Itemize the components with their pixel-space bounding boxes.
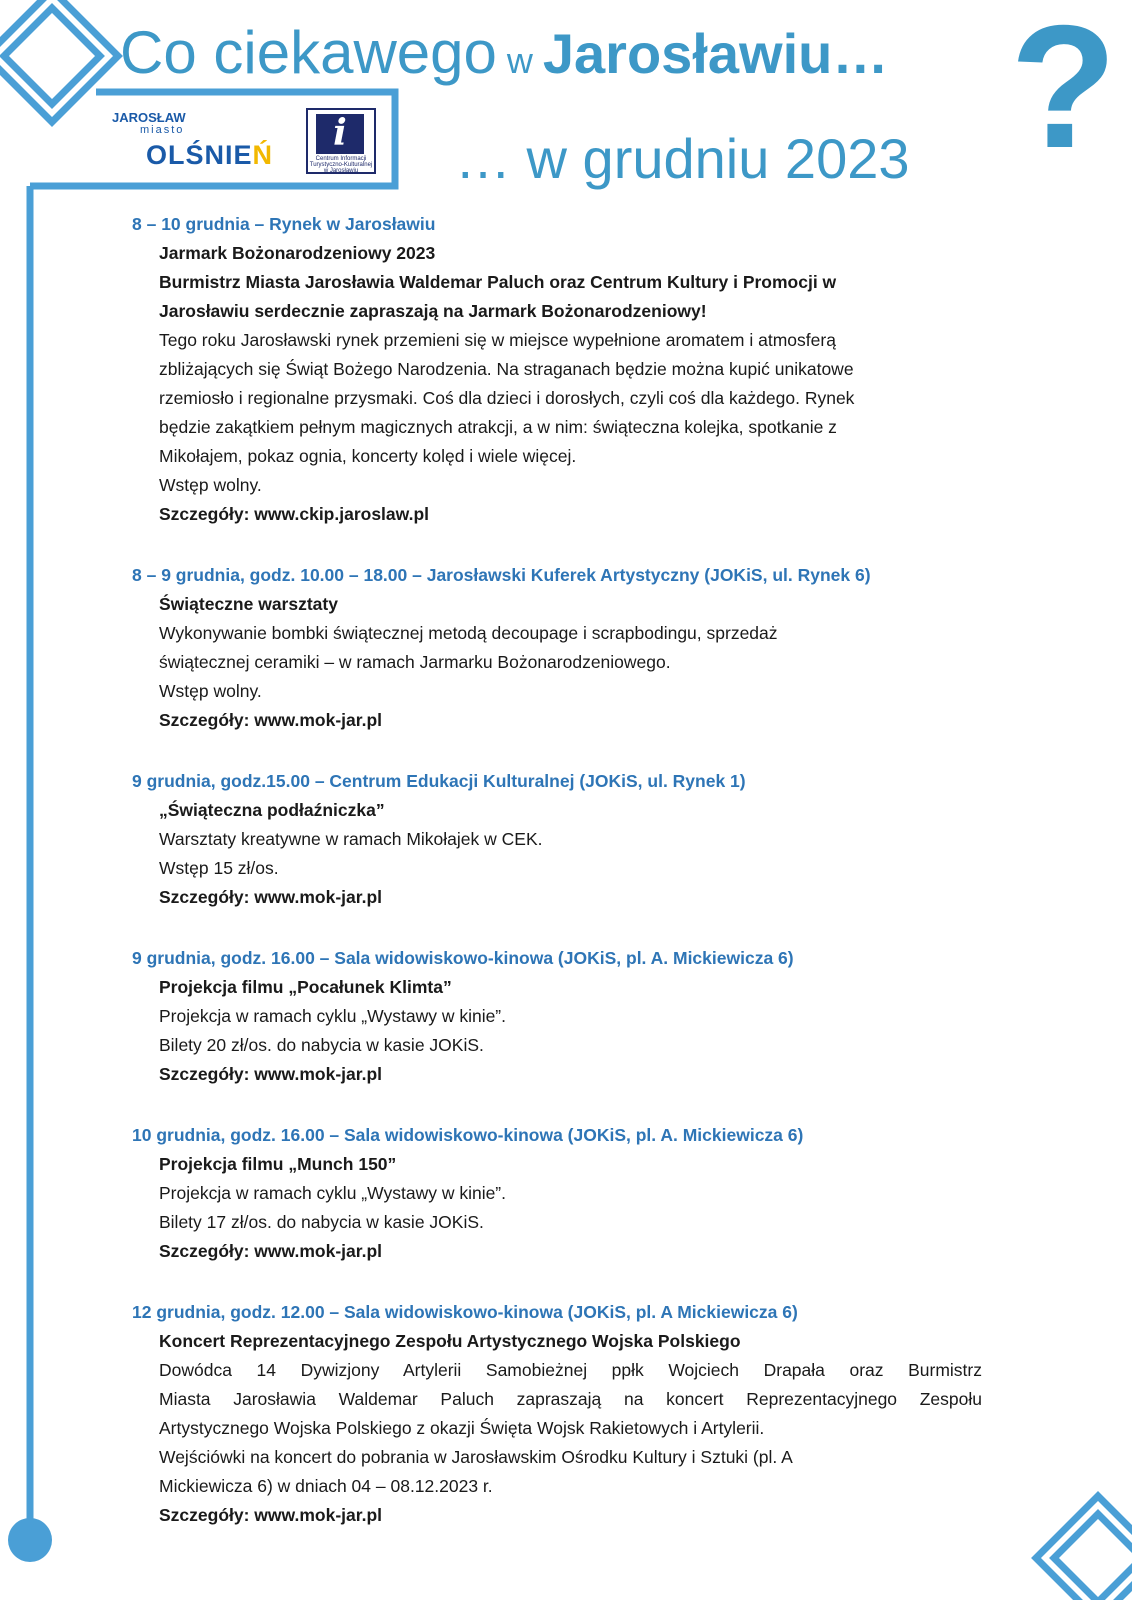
- event-line: Wstęp 15 zł/os.: [159, 858, 279, 878]
- event-line: Bilety 20 zł/os. do nabycia w kasie JOKiS.: [159, 1035, 484, 1055]
- event-body: [132, 973, 982, 1089]
- event-details: Szczegóły: www.mok-jar.pl: [159, 887, 383, 907]
- city-logo-line3: [146, 140, 273, 171]
- event-line: świątecznej ceramiki – w ramach Jarmarku Bożonarodzeniowego.: [159, 652, 671, 672]
- event-details: Szczegóły: www.mok-jar.pl: [159, 1505, 383, 1525]
- event-line: będzie zakątkiem pełnym magicznych atrakcji, a w nim: świąteczna kolejka, spotkanie z: [159, 417, 837, 437]
- city-logo-line2: miasto: [140, 124, 185, 136]
- event-heading: 10 grudnia, godz. 16.00 – Sala widowiskowo-kinowa (JOKiS, pl. A. Mickiewicza 6): [132, 1125, 804, 1145]
- city-logo: [112, 106, 280, 178]
- question-mark: ?: [1010, 0, 1117, 185]
- event-title: Projekcja filmu „Pocałunek Klimta”: [159, 977, 452, 997]
- event-details: Szczegóły: www.ckip.jaroslaw.pl: [159, 504, 430, 524]
- event-item: [132, 561, 982, 735]
- event-line: Wejściówki na koncert do pobrania w Jarosławskim Ośrodku Kultury i Sztuki (pl. A: [159, 1447, 793, 1467]
- event-title: „Świąteczna podłaźniczka”: [159, 800, 385, 820]
- event-line: Mikołajem, pokaz ognia, koncerty kolęd i wiele więcej.: [159, 446, 577, 466]
- event-heading: 9 grudnia, godz.15.00 – Centrum Edukacji Kulturalnej (JOKiS, ul. Rynek 1): [132, 771, 746, 791]
- info-icon: i: [333, 112, 347, 154]
- event-title: Jarmark Bożonarodzeniowy 2023: [159, 243, 436, 263]
- event-line: Warsztaty kreatywne w ramach Mikołajek w CEK.: [159, 829, 543, 849]
- event-title: Świąteczne warsztaty: [159, 594, 338, 614]
- event-body: [132, 590, 982, 735]
- event-line: Tego roku Jarosławski rynek przemieni się w miejsce wypełnione aromatem i atmosferą: [159, 330, 836, 350]
- events-list: [132, 210, 982, 1562]
- info-center-logo: [306, 108, 376, 174]
- event-item: [132, 210, 982, 529]
- event-line: Wstęp wolny.: [159, 681, 262, 701]
- event-line: rzemiosło i regionalne przysmaki. Coś dla dzieci i dorosłych, czyli coś dla każdego. Rynek: [159, 388, 855, 408]
- page-title: [120, 18, 888, 98]
- event-heading: 8 – 9 grudnia, godz. 10.00 – 18.00 – Jarosławski Kuferek Artystyczny (JOKiS, ul. Rynek 6): [132, 565, 871, 585]
- event-item: [132, 1121, 982, 1266]
- event-body: [132, 1327, 982, 1530]
- bottom-circle: [8, 1518, 52, 1562]
- event-line: Bilety 17 zł/os. do nabycia w kasie JOKiS.: [159, 1212, 484, 1232]
- event-line: Projekcja w ramach cyklu „Wystawy w kinie”.: [159, 1006, 507, 1026]
- event-body: [132, 1150, 982, 1266]
- event-line: zbliżających się Świąt Bożego Narodzenia. Na straganach będzie można kupić unikatowe: [159, 359, 854, 379]
- event-heading: 12 grudnia, godz. 12.00 – Sala widowiskowo-kinowa (JOKiS, pl. A Mickiewicza 6): [132, 1302, 798, 1322]
- event-line: Mickiewicza 6) w dniach 04 – 08.12.2023 r.: [159, 1476, 493, 1496]
- title-part2: Jarosławiu…: [542, 22, 889, 85]
- info-logo-caption2: Turystyczno-Kulturalnej: [309, 162, 373, 168]
- event-heading: 9 grudnia, godz. 16.00 – Sala widowiskowo-kinowa (JOKiS, pl. A. Mickiewicza 6): [132, 948, 794, 968]
- title-connector: w: [506, 40, 533, 81]
- city-logo-line3a: OLŚNIE: [146, 140, 253, 170]
- title-part1: Co ciekawego: [120, 19, 497, 86]
- event-body: [132, 796, 982, 912]
- city-logo-line3b: Ń: [252, 140, 274, 170]
- event-line: Wstęp wolny.: [159, 475, 262, 495]
- city-logo-line1: JAROSŁAW: [112, 110, 186, 125]
- event-title: Koncert Reprezentacyjnego Zespołu Artystycznego Wojska Polskiego: [159, 1331, 741, 1351]
- event-body: [132, 239, 982, 529]
- event-line: Dowódca 14 Dywizjony Artylerii Samobieżnej ppłk Wojciech Drapała oraz Burmistrz: [159, 1360, 982, 1380]
- event-line: Wykonywanie bombki świątecznej metodą decoupage i scrapbodingu, sprzedaż: [159, 623, 778, 643]
- event-item: [132, 1298, 982, 1530]
- event-intro-line: Jarosławiu serdecznie zapraszają na Jarmark Bożonarodzeniowy!: [159, 301, 707, 321]
- event-line: Artystycznego Wojska Polskiego z okazji Święta Wojsk Rakietowych i Artylerii.: [159, 1418, 765, 1438]
- event-item: [132, 767, 982, 912]
- event-details: Szczegóły: www.mok-jar.pl: [159, 710, 383, 730]
- event-line: Miasta Jarosławia Waldemar Paluch zapraszają na koncert Reprezentacyjnego Zespołu: [159, 1389, 982, 1409]
- event-item: [132, 944, 982, 1089]
- info-logo-caption1: Centrum Informacji: [315, 156, 367, 162]
- event-heading: 8 – 10 grudnia – Rynek w Jarosławiu: [132, 214, 436, 234]
- event-details: Szczegóły: www.mok-jar.pl: [159, 1241, 383, 1261]
- event-details: Szczegóły: www.mok-jar.pl: [159, 1064, 383, 1084]
- event-intro-line: Burmistrz Miasta Jarosławia Waldemar Paluch oraz Centrum Kultury i Promocji w: [159, 272, 837, 292]
- info-logo-caption3: w Jarosławiu: [323, 168, 359, 174]
- info-logo-caption: [308, 156, 374, 174]
- event-line: Projekcja w ramach cyklu „Wystawy w kinie”.: [159, 1183, 507, 1203]
- event-title: Projekcja filmu „Munch 150”: [159, 1154, 397, 1174]
- page-subtitle: … w grudniu 2023: [455, 127, 910, 190]
